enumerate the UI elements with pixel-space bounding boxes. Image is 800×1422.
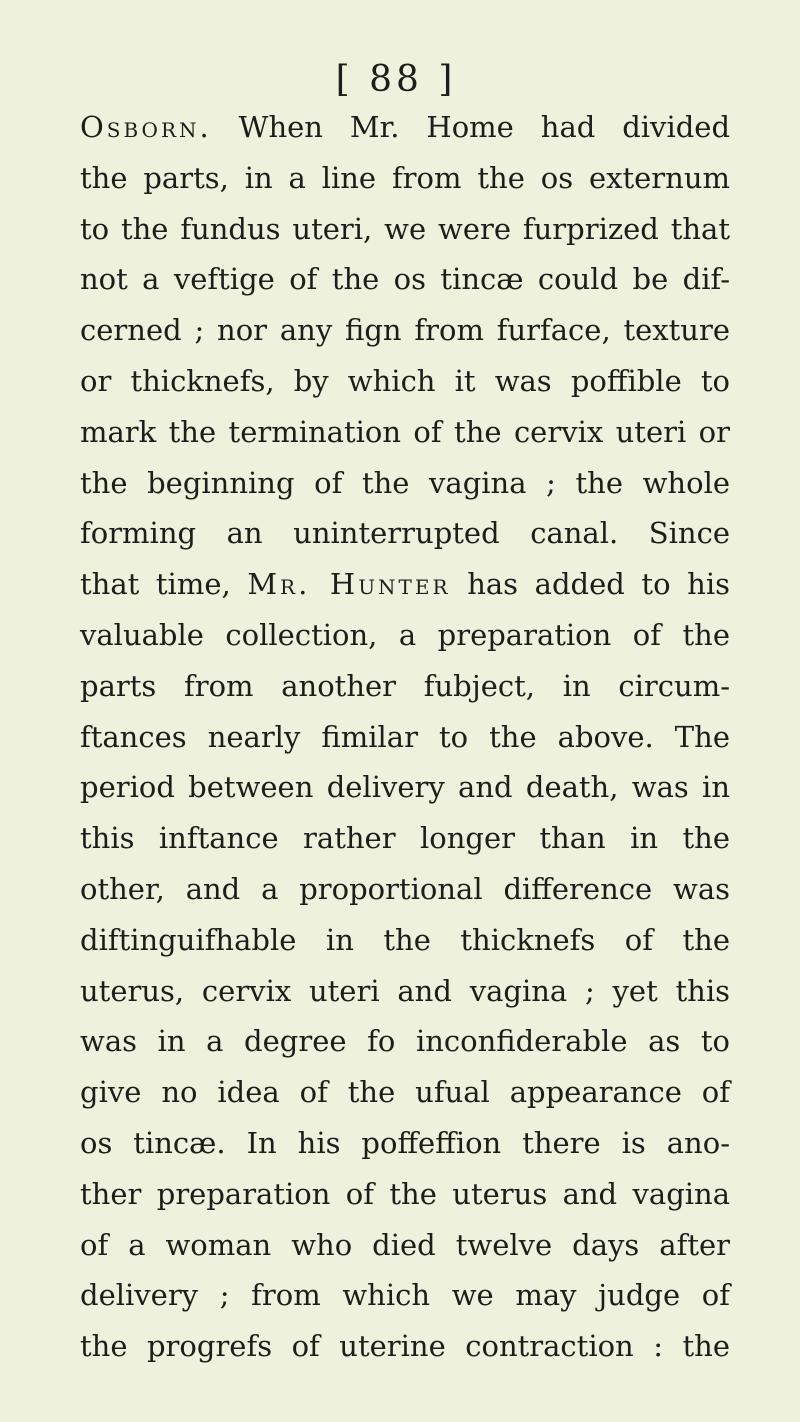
- text-line-15: this inftance rather longer than in the: [80, 821, 730, 856]
- text-line-8: the beginning of the vagina ; the whole: [80, 465, 730, 500]
- text-line-25: the progrefs of uterine contraction : the: [80, 1329, 730, 1364]
- text-line-24: delivery ; from which we may judge of: [80, 1278, 730, 1313]
- text-line-18: uterus, cervix uteri and vagina ; yet this: [80, 973, 730, 1008]
- text-line-10: [80, 559, 730, 610]
- text-line-21: os tincæ. In his poffeffion there is ano-: [80, 1125, 730, 1160]
- text-line-12: parts from another fubject, in circum-: [80, 668, 730, 703]
- text-line-1: [80, 102, 730, 153]
- text-line-7: mark the termination of the cervix uteri or: [80, 414, 730, 449]
- text-line-2: the parts, in a line from the os externum: [80, 160, 730, 195]
- text-line-23: of a woman who died twelve days after: [80, 1227, 730, 1262]
- author-name-osborn: Osborn.: [80, 110, 212, 144]
- body-text: [80, 102, 730, 1372]
- text-line-3: to the fundus uteri, we were furprized that: [80, 211, 730, 246]
- text-line-22: ther preparation of the uterus and vagina: [80, 1176, 730, 1211]
- author-name-hunter: Mr. Hunter: [247, 567, 451, 602]
- text-line-4: not a veftige of the os tincæ could be dif-: [80, 262, 730, 297]
- text-line-11: valuable collection, a preparation of the: [80, 617, 730, 652]
- text-line-13: ftances nearly fimilar to the above. The: [80, 719, 730, 754]
- text-line-6: or thicknefs, by which it was poffible to: [80, 363, 730, 398]
- text-line-5: cerned ; nor any fign from furface, texture: [80, 313, 730, 348]
- text-line-20: give no idea of the ufual appearance of: [80, 1075, 730, 1110]
- text-line-14: period between delivery and death, was in: [80, 770, 730, 805]
- text-line-9: forming an uninterrupted canal. Since: [80, 516, 730, 551]
- text-line-16: other, and a proportional difference was: [80, 871, 730, 906]
- text-line-17: diftinguifhable in the thicknefs of the: [80, 922, 730, 957]
- text-line-10-rest: has added to his: [467, 567, 730, 602]
- page-number: [ 88 ]: [335, 59, 457, 100]
- text-line-10-start: that time,: [80, 567, 231, 602]
- text-line-19: was in a degree fo inconfiderable as to: [80, 1024, 730, 1059]
- text-line-1-rest: When Mr. Home had divided: [238, 110, 731, 144]
